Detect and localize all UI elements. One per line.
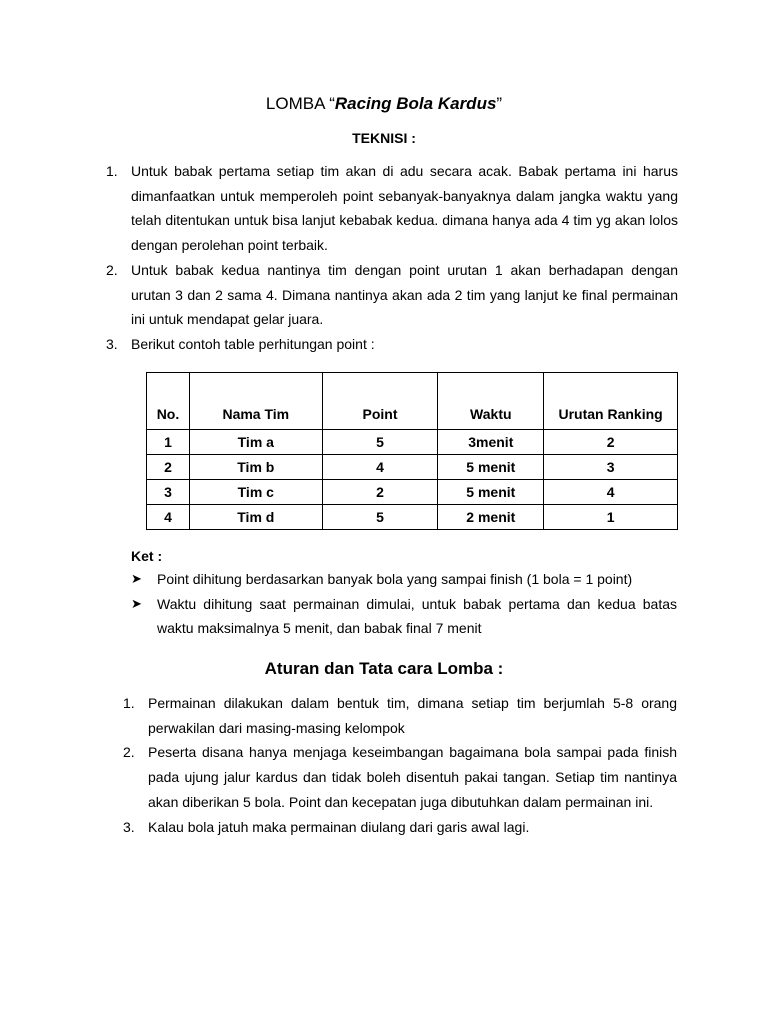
title-italic: Racing Bola Kardus [334, 94, 497, 113]
table-cell: 4 [322, 455, 438, 480]
table-cell: Tim d [189, 505, 322, 530]
aturan-list [123, 691, 677, 839]
table-row [147, 455, 678, 480]
table-cell: 1 [544, 505, 678, 530]
table-header-row [147, 373, 678, 430]
teknisi-list [106, 159, 678, 357]
ket-list [131, 567, 677, 641]
section-heading: Aturan dan Tata cara Lomba : [264, 659, 504, 678]
table-cell: 2 [322, 480, 438, 505]
document-title [0, 93, 768, 115]
table-cell: 3menit [438, 430, 544, 455]
list-number: 2. [123, 744, 135, 761]
list-text: Kalau bola jatuh maka permainan diulang dari garis awal lagi. [148, 818, 530, 835]
list-text: Permainan dilakukan dalam bentuk tim, dimana setiap tim berjumlah 5-8 orang perwakilan dari masing-masing kelompok [148, 695, 677, 736]
list-text: Untuk babak pertama setiap tim akan di adu secara acak. Babak pertama ini harus dimanfaatkan untuk memperoleh point sebanyak-banyaknya dalam jangka waktu yang telah ditentukan untuk bisa lanjut kebabak kedua. dimana hanya ada 4 tim yg akan lolos dengan perolehan point terbaik. [131, 163, 678, 254]
table-cell: 5 menit [438, 480, 544, 505]
ket-label: Ket : [131, 548, 163, 564]
list-item [131, 567, 677, 592]
table-cell: Tim a [189, 430, 322, 455]
table-cell: 3 [147, 480, 190, 505]
table-row [147, 480, 678, 505]
points-table [146, 372, 678, 530]
header-waktu: Waktu [438, 373, 544, 430]
table-row [147, 505, 678, 530]
title-prefix: LOMBA “ [265, 94, 335, 113]
table-cell: 5 [322, 505, 438, 530]
list-number: 3. [123, 818, 135, 835]
table-cell: 4 [544, 480, 678, 505]
table-cell: Tim b [189, 455, 322, 480]
list-text: Waktu dihitung saat permainan dimulai, untuk babak pertama dan kedua batas waktu maksimalnya 5 menit, dan babak final 7 menit [157, 595, 677, 637]
header-no: No. [147, 373, 190, 430]
list-text: Point dihitung berdasarkan banyak bola yang sampai finish (1 bola = 1 point) [157, 571, 633, 587]
header-urutan-ranking: Urutan Ranking [544, 373, 678, 430]
list-number: 3. [106, 335, 118, 352]
list-item [106, 159, 678, 258]
section-subtitle: TEKNISI : [352, 130, 416, 146]
list-number: 1. [106, 163, 118, 179]
list-item [106, 332, 678, 357]
table-cell: 1 [147, 430, 190, 455]
list-number: 1. [123, 695, 135, 711]
table-cell: 5 menit [438, 455, 544, 480]
table-cell: 5 [322, 430, 438, 455]
table-cell: 4 [147, 505, 190, 530]
title-suffix: ” [496, 94, 503, 113]
table-cell: 3 [544, 455, 678, 480]
table-cell: 2 menit [438, 505, 544, 530]
list-item [123, 815, 677, 840]
table-cell: Tim c [189, 480, 322, 505]
list-item [123, 691, 677, 740]
list-item [123, 740, 677, 814]
arrow-bullet-icon: ➤ [131, 571, 142, 586]
table-row [147, 430, 678, 455]
list-item [131, 592, 677, 641]
table-cell: 2 [147, 455, 190, 480]
list-text: Untuk babak kedua nantinya tim dengan point urutan 1 akan berhadapan dengan urutan 3 dan 2 sama 4. Dimana nantinya akan ada 2 tim yang lanjut ke final permainan ini untuk mendapat gelar juara. [131, 261, 678, 328]
list-number: 2. [106, 261, 118, 278]
list-text: Berikut contoh table perhitungan point : [131, 335, 375, 352]
table-cell: 2 [544, 430, 678, 455]
list-text: Peserta disana hanya menjaga keseimbangan bagaimana bola sampai pada finish pada ujung jalur kardus dan tidak boleh disentuh pakai tangan. Setiap tim nantinya akan diberikan 5 bola. Point dan kecepatan juga dibutuhkan dalam permainan ini. [148, 744, 677, 810]
arrow-bullet-icon: ➤ [131, 595, 142, 611]
list-item [106, 258, 678, 332]
header-nama-tim: Nama Tim [189, 373, 322, 430]
header-point: Point [322, 373, 438, 430]
